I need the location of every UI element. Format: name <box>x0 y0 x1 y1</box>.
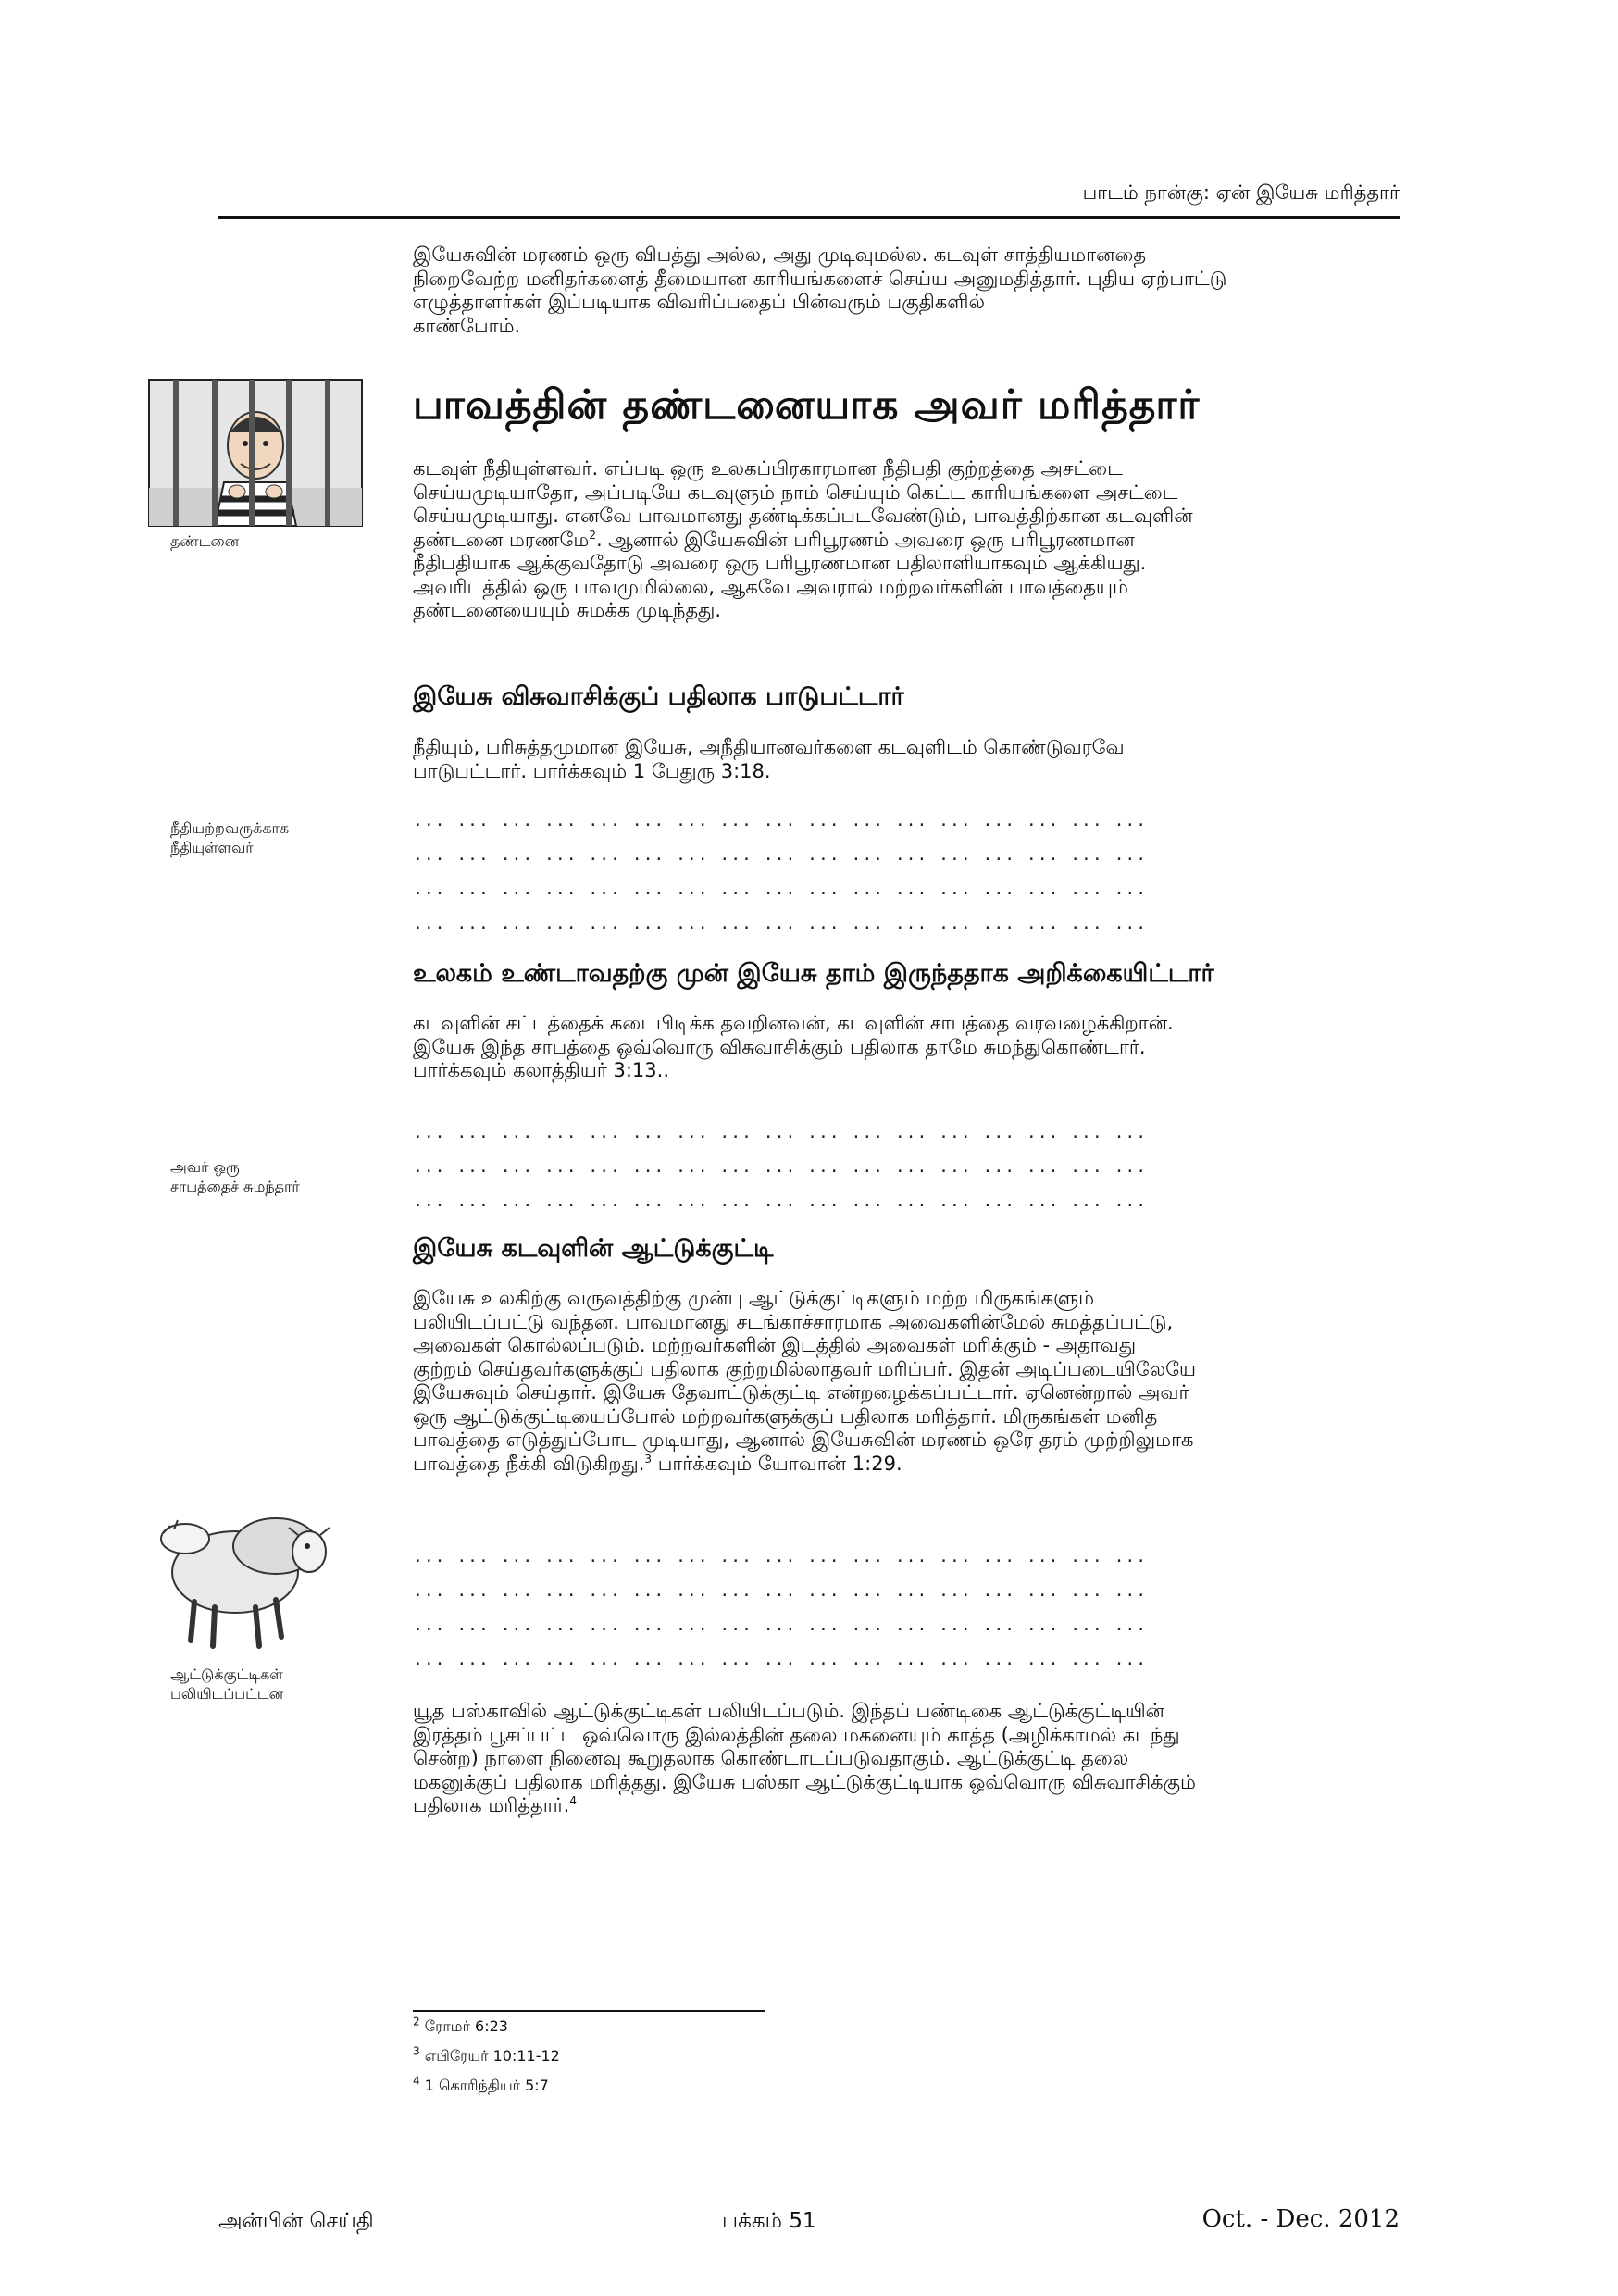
side-note-line: சாபத்தைச் சுமந்தார் <box>170 1178 300 1195</box>
text-line: பார்க்கவும் கலாத்தியர் 3:13.. <box>413 1059 669 1081</box>
text-line: மகனுக்குப் பதிலாக மரித்தது. இயேசு பஸ்கா ஆட்டுக்குட்டியாக ஒவ்வொரு விசுவாசிக்கும் <box>413 1770 1196 1793</box>
text-line: அவைகள் கொல்லப்படும். மற்றவர்களின் இடத்தில் அவைகள் மரிக்கும் - அதாவது <box>413 1334 1137 1356</box>
answer-line[interactable]: ... ... ... ... ... ... ... ... ... ... ... ... ... ... ... ... ... <box>413 1192 1148 1211</box>
section-title-curse: உலகம் உண்டாவதற்கு முன் இயேசு தாம் இருந்ததாக அறிக்கையிட்டார் <box>413 959 1214 988</box>
text-fragment: . ஆனால் இயேசுவின் பரிபூரணம் அவரை ஒரு பரிபூரணமான <box>595 528 1135 551</box>
image-caption-lambs <box>170 1665 374 1703</box>
answer-line[interactable]: ... ... ... ... ... ... ... ... ... ... ... ... ... ... ... ... ... <box>413 1650 1148 1669</box>
image-caption-punishment: தண்டனை <box>170 532 240 550</box>
text-line: இயேசுவின் மரணம் ஒரு விபத்து அல்ல, அது முடிவுமல்ல. கடவுள் சாத்தியமானதை <box>413 243 1146 266</box>
answer-line[interactable]: ... ... ... ... ... ... ... ... ... ... ... ... ... ... ... ... ... <box>413 1581 1148 1601</box>
text-line: நீதிபதியாக ஆக்குவதோடு அவரை ஒரு பரிபூரணமான பதிலாளியாகவும் ஆக்கியது. <box>413 552 1147 574</box>
section1-paragraph <box>413 457 1400 623</box>
text-line: நீதியும், பரிசுத்தமுமான இயேசு, அநீதியானவர்களை கடவுளிடம் கொண்டுவரவே <box>413 736 1125 758</box>
header-rule <box>218 216 1400 219</box>
text-line: எழுத்தாளர்கள் இப்படியாக விவரிப்பதைப் பின்வரும் பகுதிகளில் <box>413 291 985 313</box>
text-fragment: பதிலாக மரித்தார். <box>413 1794 570 1816</box>
side-note-line: நீதியற்றவருக்காக <box>170 819 290 837</box>
lamb-illustration <box>157 1492 339 1650</box>
text-line: இயேசுவும் செய்தார். இயேசு தேவாட்டுக்குட்டி என்றழைக்கப்பட்டார். ஏனென்றால் அவர் <box>413 1381 1189 1404</box>
text-fragment: தண்டனை மரணமே <box>413 528 590 551</box>
text-line: இயேசு உலகிற்கு வருவத்திற்கு முன்பு ஆட்டுக்குட்டிகளும் மற்ற மிருகங்களும் <box>413 1287 1095 1309</box>
answer-lines-2[interactable] <box>413 1116 1400 1218</box>
footnote-2 <box>413 2015 508 2035</box>
text-line: இரத்தம் பூசப்பட்ட ஒவ்வொரு இல்லத்தின் தலை மகனையும் காத்த (அழிக்காமல் கடந்து <box>413 1723 1180 1746</box>
text-line: யூத பஸ்காவில் ஆட்டுக்குட்டிகள் பலியிடப்படும். இந்தப் பண்டிகை ஆட்டுக்குட்டியின் <box>413 1700 1165 1722</box>
text-line: செய்யமுடியாதோ, அப்படியே கடவுளும் நாம் செய்யும் கெட்ட காரியங்களை அசட்டை <box>413 480 1178 504</box>
section-title-punishment: பாவத்தின் தண்டனையாக அவர் மரித்தார் <box>413 381 1201 429</box>
footnote-marker[interactable]: 4 <box>569 1794 577 1807</box>
caption-line: ஆட்டுக்குட்டிகள் <box>170 1666 283 1683</box>
side-note-line: அவர் ஒரு <box>170 1158 240 1176</box>
answer-lines-1[interactable] <box>413 804 1400 941</box>
text-line: பாடுபட்டார். பார்க்கவும் 1 பேதுரு 3:18. <box>413 759 771 782</box>
text-line: தண்டனையையும் சுமக்க முடிந்தது. <box>413 599 722 621</box>
answer-line[interactable]: ... ... ... ... ... ... ... ... ... ... ... ... ... ... ... ... ... <box>413 845 1148 865</box>
prisoner-illustration <box>148 379 363 527</box>
text-fragment: பாவத்தை நீக்கி விடுகிறது. <box>413 1452 645 1475</box>
footer-issue-date: Oct. - Dec. 2012 <box>1201 2205 1400 2233</box>
side-note-curse <box>170 1157 374 1196</box>
text-line: கடவுள் நீதியுள்ளவர். எப்படி ஒரு உலகப்பிரகாரமான நீதிபதி குற்றத்தை அசட்டை <box>413 457 1123 480</box>
text-line: அவரிடத்தில் ஒரு பாவமுமில்லை, ஆகவே அவரால் மற்றவர்களின் பாவத்தையும் <box>413 575 1128 598</box>
text-line: செய்யமுடியாது. எனவே பாவமானது தண்டிக்கப்படவேண்டும், பாவத்திற்கான கடவுளின் <box>413 505 1193 527</box>
text-line: கடவுளின் சட்டத்தைக் கடைபிடிக்க தவறினவன், கடவுளின் சாபத்தை வரவழைக்கிறான். <box>413 1012 1174 1034</box>
text-fragment: பார்க்கவும் யோவான் 1:29. <box>652 1452 902 1475</box>
footnote-marker[interactable]: 3 <box>644 1452 653 1466</box>
answer-line[interactable]: ... ... ... ... ... ... ... ... ... ... ... ... ... ... ... ... ... <box>413 1616 1148 1635</box>
intro-paragraph <box>413 243 1400 338</box>
text-line: நிறைவேற்ற மனிதர்களைத் தீமையான காரியங்களைச் செய்ய அனுமதித்தார். புதிய ஏற்பாட்டு <box>413 267 1227 290</box>
section4-paragraph <box>413 1287 1400 1476</box>
chapter-header: பாடம் நான்கு: ஏன் இயேசு மரித்தார் <box>1082 181 1400 204</box>
text-line: ஒரு ஆட்டுக்குட்டியைப்போல் மற்றவர்களுக்குப் பதிலாக மரித்தார். மிருகங்கள் மனித <box>413 1404 1158 1428</box>
section-title-substitute: இயேசு விசுவாசிக்குப் பதிலாக பாடுபட்டார் <box>413 682 904 711</box>
footnote-rule <box>413 2010 765 2012</box>
footnote-text: 1 கொரிந்தியர் 5:7 <box>424 2077 549 2094</box>
text-line: குற்றம் செய்தவர்களுக்குப் பதிலாக குற்றமில்லாதவர் மரிப்பர். இதன் அடிப்படையிலேயே <box>413 1357 1197 1380</box>
text-line: பலியிடப்பட்டு வந்தன. பாவமானது சடங்காச்சாரமாக அவைகளின்மேல் சுமத்தப்பட்டு, <box>413 1310 1174 1333</box>
answer-line[interactable]: ... ... ... ... ... ... ... ... ... ... ... ... ... ... ... ... ... <box>413 914 1148 933</box>
text-line <box>413 1794 1400 1818</box>
side-note-line: நீதியுள்ளவர் <box>170 839 254 856</box>
answer-line[interactable]: ... ... ... ... ... ... ... ... ... ... ... ... ... ... ... ... ... <box>413 1547 1148 1566</box>
text-line: பாவத்தை எடுத்துப்போட முடியாது, ஆனால் இயேசுவின் மரணம் ஒரே தரம் முற்றிலுமாக <box>413 1429 1194 1451</box>
footnote-number: 2 <box>413 2015 420 2028</box>
footnote-text: ரோமர் 6:23 <box>424 2017 508 2035</box>
footer-magazine-title: அன்பின் செய்தி <box>218 2209 374 2233</box>
text-line <box>413 529 1400 553</box>
footnote-number: 3 <box>413 2044 420 2058</box>
footnote-number: 4 <box>413 2074 420 2088</box>
section2-paragraph <box>413 736 1400 783</box>
footnote-text: எபிரேயர் 10:11-12 <box>424 2047 560 2065</box>
answer-lines-3[interactable] <box>413 1540 1400 1677</box>
footnote-marker[interactable]: 2 <box>589 528 596 542</box>
footnote-4 <box>413 2074 549 2094</box>
text-line: இயேசு இந்த சாபத்தை ஒவ்வொரு விசுவாசிக்கும் பதிலாக தாமே சுமந்துகொண்டார். <box>413 1035 1146 1058</box>
answer-line[interactable]: ... ... ... ... ... ... ... ... ... ... ... ... ... ... ... ... ... <box>413 1123 1148 1142</box>
answer-line[interactable]: ... ... ... ... ... ... ... ... ... ... ... ... ... ... ... ... ... <box>413 1157 1148 1177</box>
answer-line[interactable]: ... ... ... ... ... ... ... ... ... ... ... ... ... ... ... ... ... <box>413 811 1148 830</box>
section-title-lamb: இயேசு கடவுளின் ஆட்டுக்குட்டி <box>413 1234 774 1263</box>
side-note-righteous <box>170 818 374 857</box>
passover-paragraph <box>413 1700 1400 1818</box>
text-line: சென்ற) நாளை நினைவு கூறுதலாக கொண்டாடப்படுவதாகும். ஆட்டுக்குட்டி தலை <box>413 1747 1129 1769</box>
text-line <box>413 1453 1400 1477</box>
answer-line[interactable]: ... ... ... ... ... ... ... ... ... ... ... ... ... ... ... ... ... <box>413 880 1148 899</box>
footnote-3 <box>413 2044 560 2065</box>
caption-line: பலியிடப்பட்டன <box>170 1685 284 1703</box>
text-line: காண்போம். <box>413 314 521 337</box>
section3-paragraph <box>413 1012 1400 1083</box>
footer-page-number: பக்கம் 51 <box>722 2209 816 2233</box>
